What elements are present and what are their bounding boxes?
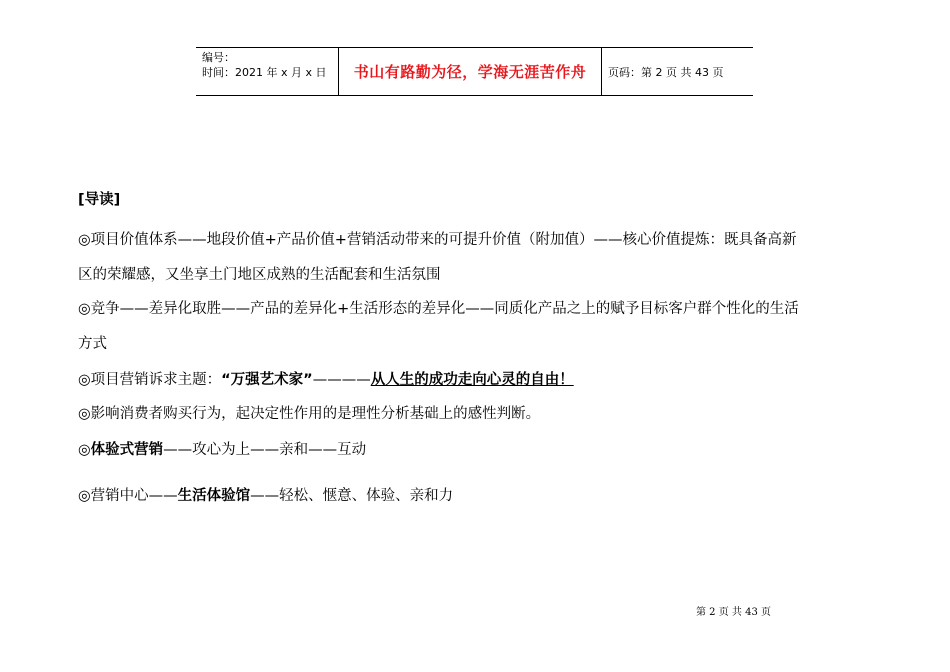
experience-marketing-term: 体验式营销	[90, 442, 164, 458]
theme-prefix: ◎项目营销诉求主题：	[78, 372, 222, 388]
section-heading: [导读]	[78, 192, 121, 208]
number-label: 编号：	[202, 51, 235, 64]
header-page-info: 页码：第 2 页 共 43 页	[608, 65, 724, 79]
paragraph-competition-line1: ◎竞争——差异化取胜——产品的差异化+生活形态的差异化——同质化产品之上的赋予目标客户群个性化的生活	[78, 301, 799, 317]
paragraph-value-system-line1: ◎项目价值体系——地段价值+产品价值+营销活动带来的可提升价值（附加值）——核心价值提炼：既具备高新	[78, 232, 797, 248]
center-term: 生活体验馆	[177, 488, 251, 504]
paragraph-marketing-center	[78, 484, 453, 505]
page-header	[196, 47, 753, 96]
theme-dash: ————	[312, 372, 371, 388]
header-motto: 书山有路勤为径，学海无涯苦作舟	[339, 48, 602, 95]
paragraph-value-system-line2: 区的荣耀感，又坐享土门地区成熟的生活配套和生活氛围	[78, 267, 441, 283]
paragraph-experience-marketing	[78, 438, 366, 459]
paragraph-consumer-behavior: ◎影响消费者购买行为，起决定性作用的是理性分析基础上的感性判断。	[78, 406, 541, 422]
experience-mark: ◎	[78, 442, 91, 458]
theme-name: “万强艺术家”	[221, 372, 313, 388]
page-footer: 第 2 页 共 43 页	[696, 607, 771, 618]
paragraph-marketing-theme	[78, 368, 574, 389]
theme-slogan: 从人生的成功走向心灵的自由！	[370, 372, 574, 388]
paragraph-competition-line2: 方式	[78, 336, 107, 352]
center-prefix: ◎营销中心——	[78, 488, 178, 504]
experience-marketing-rest: ——攻心为上——亲和——互动	[163, 442, 367, 458]
time-label: 时间：2021 年 x 月 x 日	[202, 66, 327, 79]
header-meta-cell	[196, 48, 339, 95]
center-rest: ——轻松、惬意、体验、亲和力	[250, 488, 454, 504]
